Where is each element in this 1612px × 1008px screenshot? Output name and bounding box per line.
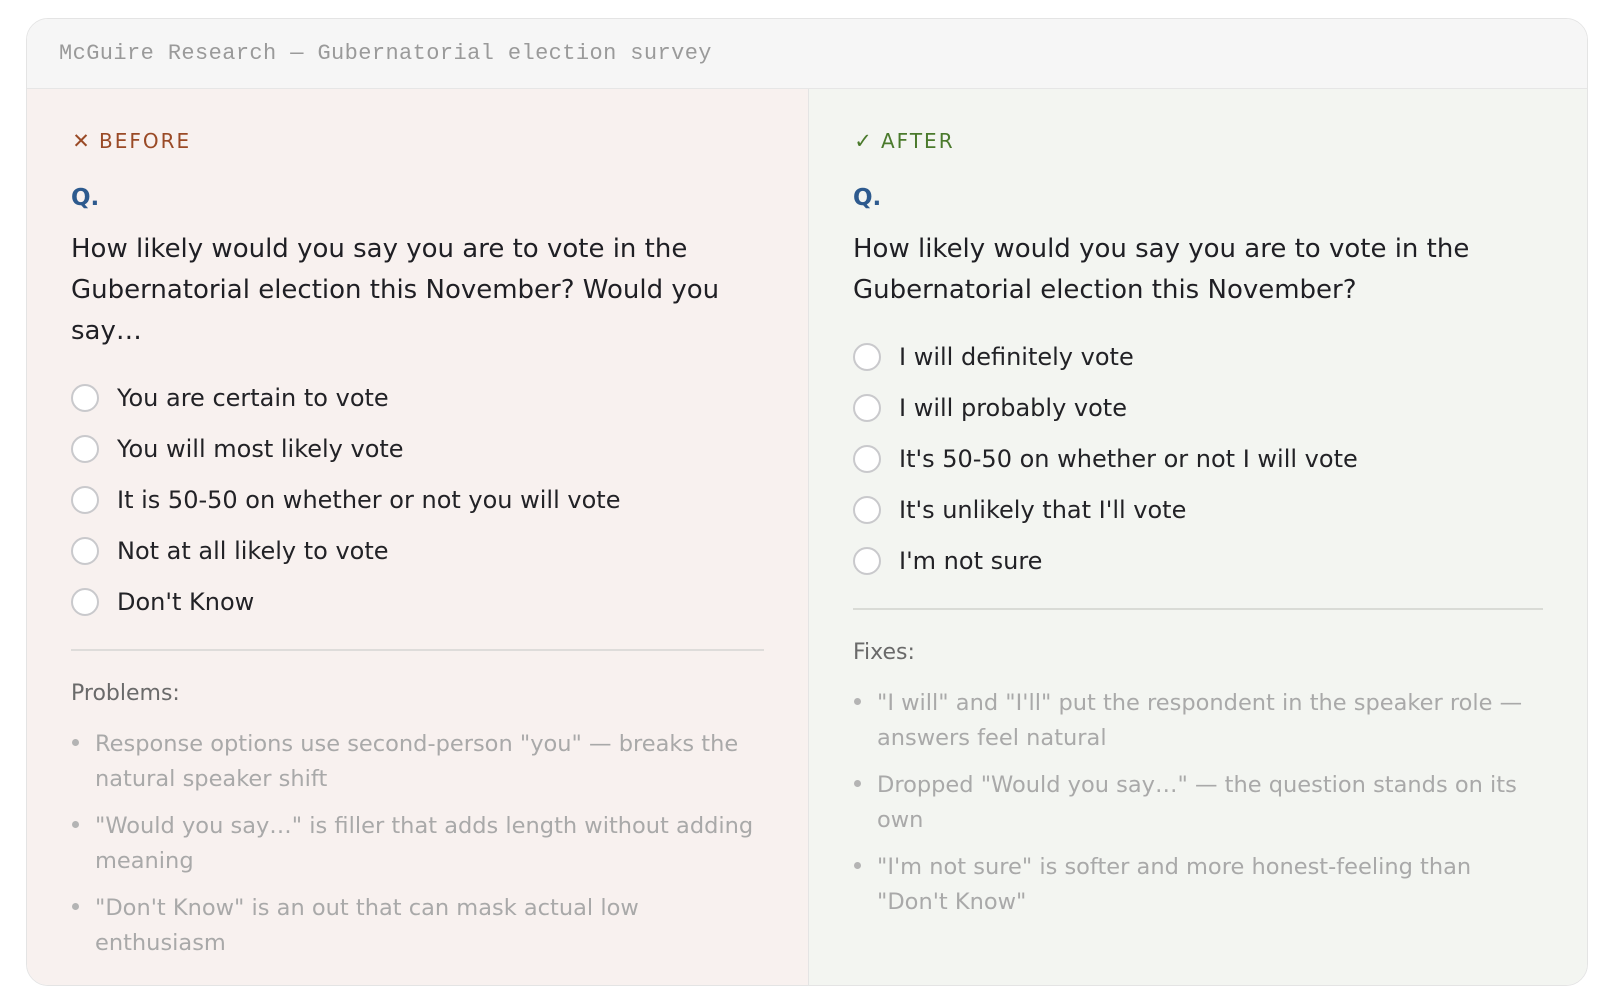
question-text: How likely would you say you are to vote in the Gubernatorial election this November?: [853, 234, 1470, 305]
response-option[interactable]: [71, 576, 764, 627]
radio-button[interactable]: [71, 537, 99, 565]
response-option[interactable]: [853, 331, 1543, 382]
response-option[interactable]: [71, 372, 764, 423]
response-option[interactable]: [71, 423, 764, 474]
option-label: You are certain to vote: [117, 383, 389, 412]
radio-button[interactable]: [853, 394, 881, 422]
problem-item: "Would you say…" is filler that adds length without adding meaning: [71, 809, 764, 879]
response-option[interactable]: [853, 535, 1543, 586]
fixes-heading: Fixes:: [853, 640, 915, 665]
divider: [71, 649, 764, 651]
option-label: It is 50-50 on whether or not you will vote: [117, 485, 621, 514]
option-label: I will probably vote: [899, 393, 1127, 422]
option-label: Don't Know: [117, 587, 255, 616]
close-icon: ✕: [72, 129, 90, 153]
fix-item: Dropped "Would you say…" — the question stands on its own: [853, 768, 1543, 838]
question-text: How likely would you say you are to vote in the Gubernatorial election this November? Would you say…: [71, 234, 720, 346]
before-tag-label: BEFORE: [99, 129, 192, 153]
response-option[interactable]: [71, 525, 764, 576]
problems-heading: Problems:: [71, 681, 180, 706]
comparison-panels: [27, 89, 1587, 986]
after-panel: [809, 89, 1587, 986]
response-options: [71, 372, 764, 627]
fix-item: "I'm not sure" is softer and more honest-feeling than "Don't Know": [853, 850, 1543, 920]
after-tag-label: AFTER: [881, 129, 955, 153]
option-label: You will most likely vote: [117, 434, 404, 463]
check-icon: ✓: [854, 129, 872, 153]
radio-button[interactable]: [853, 343, 881, 371]
option-label: It's 50-50 on whether or not I will vote: [899, 444, 1358, 473]
option-label: It's unlikely that I'll vote: [899, 495, 1187, 524]
survey-comparison-card: [26, 18, 1588, 986]
question-label: Q.: [853, 185, 882, 211]
response-option[interactable]: [71, 474, 764, 525]
before-panel: [27, 89, 809, 986]
fix-item: "I will" and "I'll" put the respondent in the speaker role — answers feel natural: [853, 686, 1543, 756]
divider: [853, 608, 1543, 610]
problem-item: Response options use second-person "you" — breaks the natural speaker shift: [71, 727, 764, 797]
response-options: [853, 331, 1543, 586]
option-label: I will definitely vote: [899, 342, 1134, 371]
response-option[interactable]: [853, 382, 1543, 433]
response-option[interactable]: [853, 484, 1543, 535]
radio-button[interactable]: [853, 547, 881, 575]
fixes-list: [853, 686, 1543, 920]
radio-button[interactable]: [853, 496, 881, 524]
card-header: [27, 19, 1587, 89]
survey-title: McGuire Research — Gubernatorial election survey: [59, 41, 712, 66]
problem-item: "Don't Know" is an out that can mask actual low enthusiasm: [71, 891, 764, 961]
radio-button[interactable]: [71, 486, 99, 514]
radio-button[interactable]: [853, 445, 881, 473]
radio-button[interactable]: [71, 435, 99, 463]
question-label: Q.: [71, 185, 100, 211]
option-label: I'm not sure: [899, 546, 1043, 575]
radio-button[interactable]: [71, 588, 99, 616]
radio-button[interactable]: [71, 384, 99, 412]
before-tag: [71, 127, 764, 155]
after-tag: [853, 127, 1543, 155]
option-label: Not at all likely to vote: [117, 536, 389, 565]
problems-list: [71, 727, 764, 961]
response-option[interactable]: [853, 433, 1543, 484]
